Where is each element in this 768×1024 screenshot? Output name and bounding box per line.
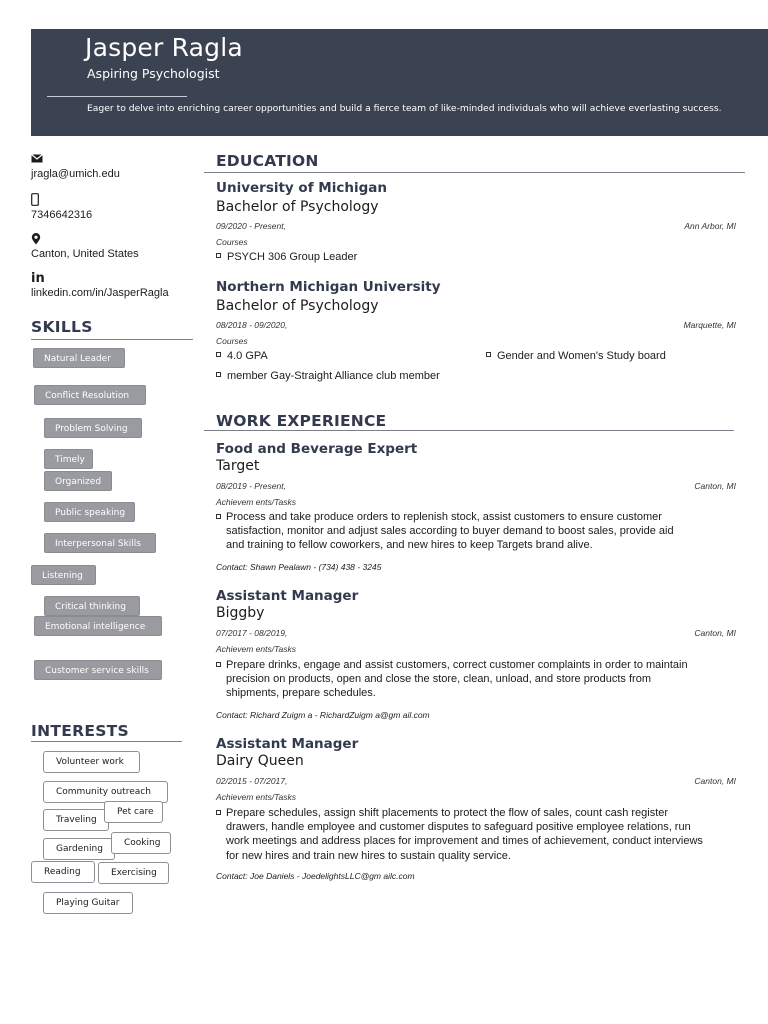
skill-tag: Interpersonal Skills	[44, 533, 156, 553]
company-name: Target	[216, 458, 260, 474]
education-location: Marquette, MI	[683, 320, 736, 330]
course-item: 4.0 GPA	[216, 350, 268, 362]
job-description: Process and take produce orders to replenish stock, assist customers to ensure customer satisfaction, monitor and adjust sales according to buyer demand to boost sales, provide aid and training to fellow coworkers, and new hires to keep Targets brand alive.	[216, 510, 744, 553]
education-dates: 08/2018 - 09/2020,	[216, 320, 288, 330]
education-divider	[204, 172, 745, 173]
header-divider	[47, 96, 187, 97]
interest-tag: Pet care	[104, 801, 163, 823]
resume-header	[31, 29, 768, 136]
skill-tag: Public speaking	[44, 502, 135, 522]
course-item: PSYCH 306 Group Leader	[216, 251, 357, 263]
job-reference: Contact: Joe Daniels - JoedelightsLLC@gm ailc.com	[216, 871, 415, 881]
interest-tag: Community outreach	[43, 781, 168, 803]
job-dates: 07/2017 - 08/2019,	[216, 628, 288, 638]
work-divider	[204, 430, 734, 431]
courses-label: Courses	[216, 336, 248, 346]
skill-tag: Organized	[44, 471, 112, 491]
company-name: Biggby	[216, 605, 265, 621]
skill-tag: Problem Solving	[44, 418, 142, 438]
education-heading: EDUCATION	[216, 152, 319, 170]
interest-tag: Cooking	[111, 832, 171, 854]
interest-tag: Gardening	[43, 838, 115, 860]
achievements-label: Achievem ents/Tasks	[216, 497, 296, 507]
interests-divider	[31, 741, 182, 742]
course-item: member Gay-Straight Alliance club member	[216, 370, 440, 382]
work-experience-heading: WORK EXPERIENCE	[216, 412, 387, 430]
phone-number: 7346642316	[31, 209, 93, 221]
interest-tag: Reading	[31, 861, 95, 883]
job-dates: 02/2015 - 07/2017,	[216, 776, 288, 786]
skill-tag: Natural Leader	[33, 348, 125, 368]
interest-tag: Playing Guitar	[43, 892, 133, 914]
achievements-label: Achievem ents/Tasks	[216, 792, 296, 802]
degree: Bachelor of Psychology	[216, 298, 379, 314]
job-description: Prepare drinks, engage and assist customers, correct customer complaints in order to maintain precision on products, open and close the store, clean, unload, and store products from shipments, prepare schedules.	[216, 658, 744, 701]
skill-tag: Conflict Resolution	[34, 385, 146, 405]
skill-tag: Customer service skills	[34, 660, 162, 680]
school-name: University of Michigan	[216, 180, 387, 196]
degree: Bachelor of Psychology	[216, 199, 379, 215]
candidate-name: Jasper Ragla	[85, 33, 243, 62]
interest-tag: Exercising	[98, 862, 169, 884]
course-item: Gender and Women's Study board	[486, 350, 666, 362]
job-title: Assistant Manager	[216, 736, 359, 752]
interest-tag: Traveling	[43, 809, 109, 831]
job-location: Canton, MI	[694, 776, 736, 786]
skills-divider	[31, 339, 193, 340]
job-title: Food and Beverage Expert	[216, 441, 418, 457]
linkedin-link[interactable]: linkedin.com/in/JasperRagla	[31, 287, 169, 299]
achievements-label: Achievem ents/Tasks	[216, 644, 296, 654]
phone-icon	[31, 193, 39, 206]
school-name: Northern Michigan University	[216, 279, 441, 295]
candidate-role: Aspiring Psychologist	[87, 66, 220, 81]
interest-tag: Volunteer work	[43, 751, 140, 773]
location-text: Canton, United States	[31, 248, 139, 260]
skill-tag: Timely	[44, 449, 93, 469]
skill-tag: Emotional intelligence	[34, 616, 162, 636]
job-description: Prepare schedules, assign shift placements to protect the flow of sales, count cash register drawers, handle employee and customer disputes to safeguard positive employee relations, run work meetings and address places for improvement and times of achievement, conduct interviews for new hires and train new hires to sustain quality service.	[216, 806, 744, 863]
company-name: Dairy Queen	[216, 753, 304, 769]
job-reference: Contact: Shawn Pealawn - (734) 438 - 3245	[216, 562, 382, 572]
job-reference: Contact: Richard Zuigm a - RichardZuigm a@gm ail.com	[216, 710, 430, 720]
interests-heading: INTERESTS	[31, 722, 130, 740]
email-link[interactable]: jragla@umich.edu	[31, 168, 120, 180]
skill-tag: Critical thinking	[44, 596, 140, 616]
skills-heading: SKILLS	[31, 318, 93, 336]
courses-label: Courses	[216, 237, 248, 247]
job-location: Canton, MI	[694, 481, 736, 491]
summary-text: Eager to delve into enriching career opportunities and build a fierce team of like-minded individuals who will achieve everlasting success.	[87, 103, 722, 114]
job-title: Assistant Manager	[216, 588, 359, 604]
linkedin-icon: in	[31, 271, 45, 286]
skill-tag: Listening	[31, 565, 96, 585]
email-icon	[31, 154, 43, 163]
job-location: Canton, MI	[694, 628, 736, 638]
education-dates: 09/2020 - Present,	[216, 221, 286, 231]
job-dates: 08/2019 - Present,	[216, 481, 286, 491]
location-pin-icon	[31, 233, 41, 245]
education-location: Ann Arbor, MI	[684, 221, 736, 231]
